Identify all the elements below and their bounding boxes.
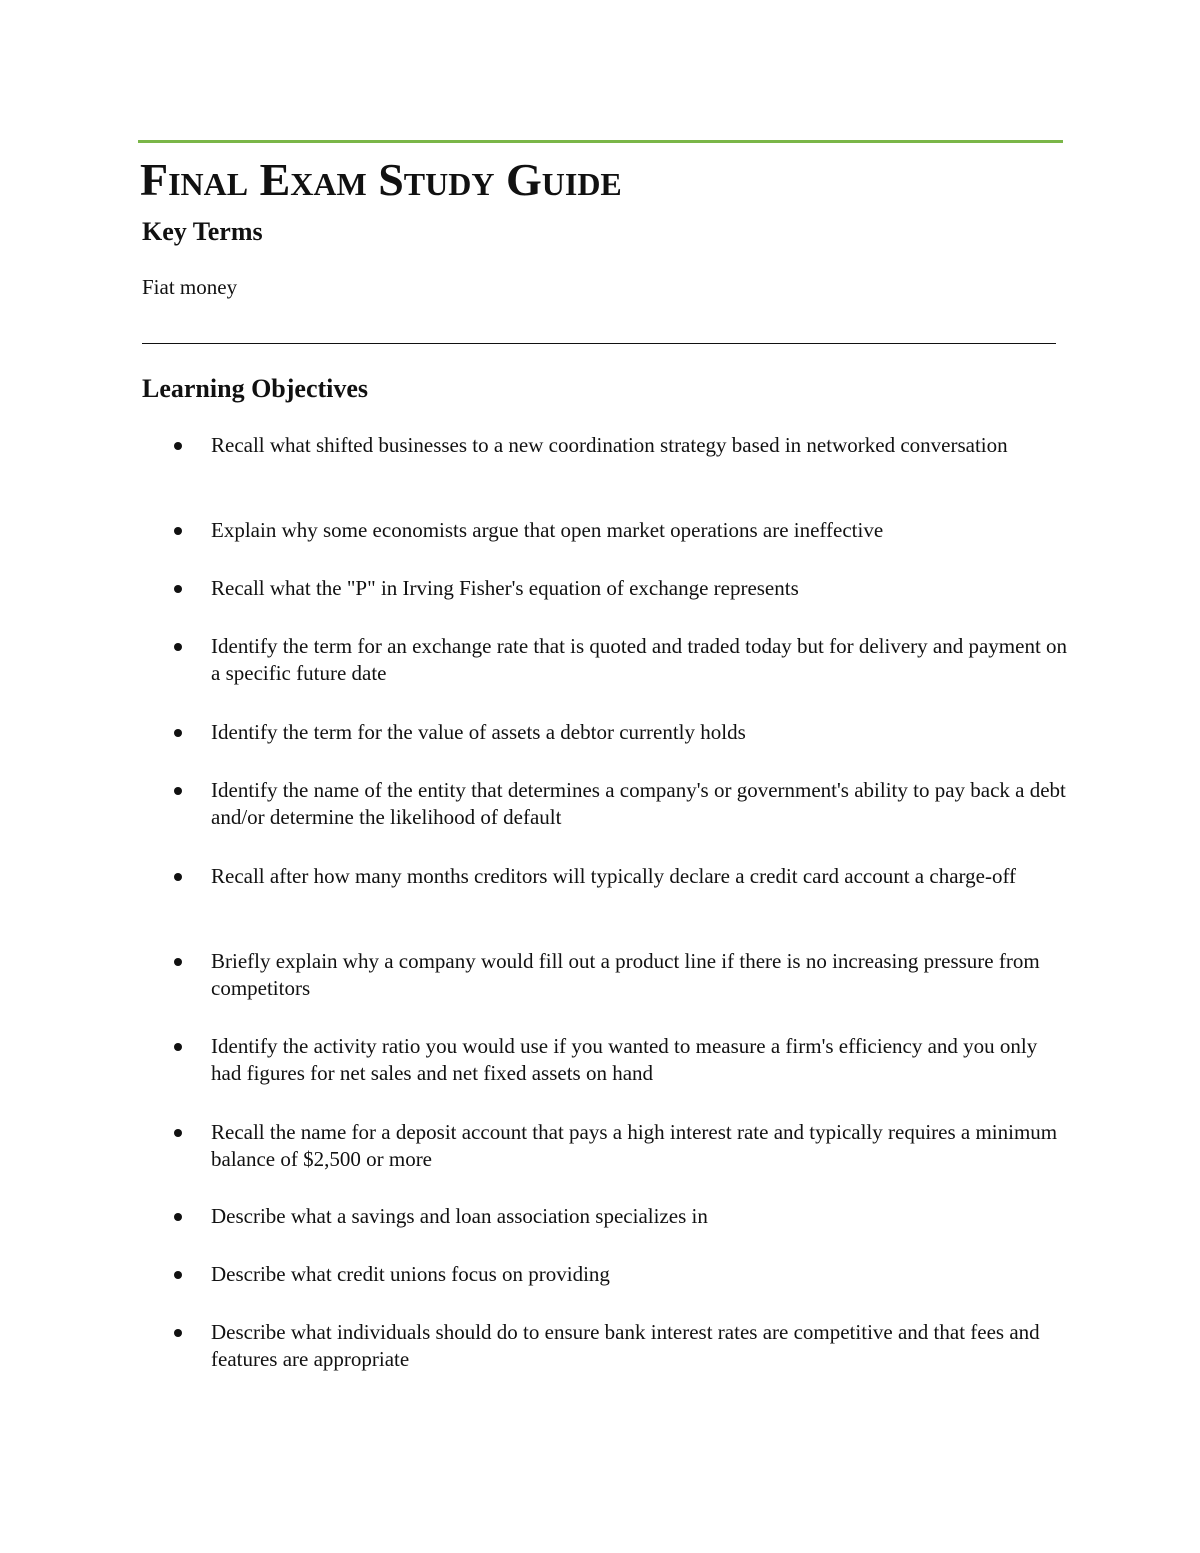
objective-item <box>211 1261 1071 1288</box>
objective-text: Briefly explain why a company would fill out a product line if there is no increasing pressure from competitors <box>211 949 1040 1000</box>
page-title: Final Exam Study Guide <box>140 154 622 205</box>
objective-item <box>211 948 1071 1002</box>
section-separator <box>142 343 1056 344</box>
learning-objectives-heading: Learning Objectives <box>142 374 369 403</box>
key-term-item: Fiat money <box>142 275 238 299</box>
objective-item <box>211 1033 1071 1087</box>
bullet-icon <box>174 442 182 450</box>
bullet-icon <box>174 729 182 737</box>
objective-item <box>211 719 1071 746</box>
objective-item <box>211 633 1071 687</box>
objective-text: Describe what individuals should do to ensure bank interest rates are competitive and that fees and features are appropriate <box>211 1320 1040 1371</box>
objective-text: Explain why some economists argue that open market operations are ineffective <box>211 518 884 542</box>
bullet-icon <box>174 585 182 593</box>
objective-item <box>211 863 1071 890</box>
bullet-icon <box>174 643 182 651</box>
objective-text: Describe what a savings and loan association specializes in <box>211 1204 708 1228</box>
bullet-icon <box>174 1043 182 1051</box>
objective-text: Identify the term for the value of assets a debtor currently holds <box>211 720 746 744</box>
bullet-icon <box>174 1213 182 1221</box>
objective-item <box>211 432 1071 459</box>
objective-text: Identify the term for an exchange rate that is quoted and traded today but for delivery and payment on a specific future date <box>211 634 1068 685</box>
bullet-icon <box>174 1271 182 1279</box>
objective-text: Identify the activity ratio you would use if you wanted to measure a firm's efficiency and you only had figures for net sales and net fixed assets on hand <box>211 1034 1038 1085</box>
objective-item <box>211 517 1071 544</box>
objective-item <box>211 1119 1071 1173</box>
bullet-icon <box>174 873 182 881</box>
bullet-icon <box>174 1129 182 1137</box>
objective-text: Recall after how many months creditors will typically declare a credit card account a charge-off <box>211 864 1017 888</box>
bullet-icon <box>174 527 182 535</box>
objective-item <box>211 777 1071 831</box>
bullet-icon <box>174 958 182 966</box>
bullet-icon <box>174 787 182 795</box>
objective-text: Recall what the "P" in Irving Fisher's equation of exchange represents <box>211 576 799 600</box>
objective-item <box>211 575 1071 602</box>
objective-text: Recall the name for a deposit account that pays a high interest rate and typically requires a minimum balance of $2,500 or more <box>211 1120 1058 1171</box>
objective-item <box>211 1319 1071 1373</box>
key-terms-heading: Key Terms <box>142 217 263 246</box>
bullet-icon <box>174 1329 182 1337</box>
objective-text: Identify the name of the entity that determines a company's or government's ability to pay back a debt and/or determine the likelihood of default <box>211 778 1066 829</box>
objective-text: Recall what shifted businesses to a new coordination strategy based in networked conversation <box>211 433 1008 457</box>
title-top-rule <box>138 140 1063 143</box>
objective-text: Describe what credit unions focus on providing <box>211 1262 610 1286</box>
objective-item <box>211 1203 1071 1230</box>
